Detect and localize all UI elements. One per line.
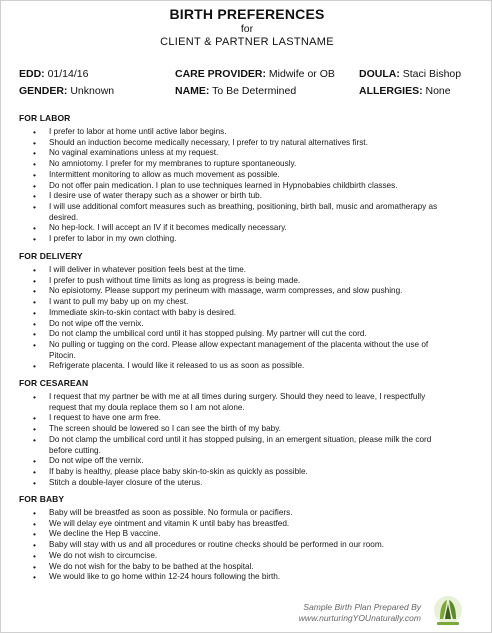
list-item: • No amniotomy. I prefer for my membranes to rupture spontaneously. bbox=[33, 159, 451, 170]
list-item: • No hep-lock. I will accept an IV if it becomes medically necessary. bbox=[33, 223, 451, 234]
leaf-logo-icon bbox=[431, 595, 465, 629]
section-heading-baby: FOR BABY bbox=[19, 494, 65, 504]
list-item: • Baby will stay with us and all procedures or routine checks should be performed in our room. bbox=[33, 540, 451, 551]
care-provider-field bbox=[175, 68, 335, 80]
list-item: • I will use additional comfort measures such as breathing, positioning, birth ball, music and aromatherapy as desired. bbox=[33, 202, 451, 223]
for-label: for bbox=[240, 23, 254, 35]
footer-website[interactable]: www.nurturingYOUnaturally.com bbox=[298, 613, 421, 623]
footer-credit bbox=[299, 602, 421, 624]
gender-field bbox=[19, 85, 114, 97]
list-item: • Intermittent monitoring to allow as much movement as possible. bbox=[33, 170, 451, 181]
list-item: • We do not wish to circumcise. bbox=[33, 551, 451, 562]
document-title: BIRTH PREFERENCES bbox=[169, 6, 325, 22]
list-item: • The screen should be lowered so I can see the birth of my baby. bbox=[33, 424, 451, 435]
gender-value: Unknown bbox=[67, 85, 115, 97]
edd-field bbox=[19, 68, 88, 80]
list-item: • We would like to go home within 12-24 hours following the birth. bbox=[33, 572, 451, 583]
list-item: • Do not clamp the umbilical cord until it has stopped pulsing, in an emergent situation, please milk the cord before cutting. bbox=[33, 435, 451, 456]
list-item: • I desire use of water therapy such as a shower or birth tub. bbox=[33, 191, 451, 202]
edd-label: EDD: bbox=[19, 68, 45, 80]
baby-list bbox=[33, 508, 451, 583]
gender-label: GENDER: bbox=[19, 85, 68, 97]
labor-list bbox=[33, 127, 451, 245]
list-item: • We do not wish for the baby to be bathed at the hospital. bbox=[33, 562, 451, 573]
allergies-value: None bbox=[422, 85, 451, 97]
list-item: • If baby is healthy, please place baby skin-to-skin as quickly as possible. bbox=[33, 467, 451, 478]
list-item: • Immediate skin-to-skin contact with baby is desired. bbox=[33, 308, 451, 319]
list-item: • No episiotomy. Please support my perineum with massage, warm compresses, and slow pushing. bbox=[33, 286, 451, 297]
list-item: • Do not wipe off the vernix. bbox=[33, 456, 451, 467]
list-item: • I request that my partner be with me at all times during surgery. Should they need to leave, I respectfully request that my doula replace them so I am not alone. bbox=[33, 392, 451, 413]
list-item: • I prefer to labor in my own clothing. bbox=[33, 234, 451, 245]
baby-name-value: To Be Determined bbox=[209, 85, 297, 97]
list-item: • We will delay eye ointment and vitamin K until baby has breastfed. bbox=[33, 519, 451, 530]
list-item: • No vaginal examinations unless at my request. bbox=[33, 148, 451, 159]
cesarean-list bbox=[33, 392, 451, 488]
doula-value: Staci Bishop bbox=[399, 68, 462, 80]
care-provider-value: Midwife or OB bbox=[266, 68, 335, 80]
baby-name-label: NAME: bbox=[175, 85, 210, 97]
list-item: • I prefer to labor at home until active labor begins. bbox=[33, 127, 451, 138]
baby-name-field bbox=[175, 85, 296, 97]
edd-value: 01/14/16 bbox=[44, 68, 89, 80]
section-heading-labor: FOR LABOR bbox=[19, 113, 71, 123]
list-item: • No pulling or tugging on the cord. Please allow expectant management of the placenta without the use of Pitocin. bbox=[33, 340, 451, 361]
list-item: • Do not wipe off the vernix. bbox=[33, 319, 451, 330]
doula-field bbox=[359, 68, 461, 80]
footer-prepared-by: Sample Birth Plan Prepared By bbox=[303, 602, 421, 612]
list-item: • Do not offer pain medication. I plan to use techniques learned in Hypnobabies childbirth classes. bbox=[33, 181, 451, 192]
allergies-label: ALLERGIES: bbox=[359, 85, 423, 97]
delivery-list bbox=[33, 265, 451, 372]
list-item: • Refrigerate placenta. I would like it released to us as soon as possible. bbox=[33, 361, 451, 372]
list-item: • I will deliver in whatever position feels best at the time. bbox=[33, 265, 451, 276]
list-item: • Stitch a double-layer closure of the uterus. bbox=[33, 478, 451, 489]
client-name: CLIENT & PARTNER LASTNAME bbox=[160, 36, 334, 48]
list-item: • Should an induction become medically necessary, I prefer to try natural alternatives first. bbox=[33, 138, 451, 149]
allergies-field bbox=[359, 85, 451, 97]
section-heading-delivery: FOR DELIVERY bbox=[19, 251, 83, 261]
list-item: • I request to have one arm free. bbox=[33, 413, 451, 424]
list-item: • Baby will be breastfed as soon as possible. No formula or pacifiers. bbox=[33, 508, 451, 519]
list-item: • I want to pull my baby up on my chest. bbox=[33, 297, 451, 308]
list-item: • Do not clamp the umbilical cord until it has stopped pulsing. My partner will cut the cord. bbox=[33, 329, 451, 340]
doula-label: DOULA: bbox=[359, 68, 400, 80]
list-item: • I prefer to push without time limits as long as progress is being made. bbox=[33, 276, 451, 287]
list-item: • We decline the Hep B vaccine. bbox=[33, 529, 451, 540]
care-provider-label: CARE PROVIDER: bbox=[175, 68, 267, 80]
section-heading-cesarean: FOR CESAREAN bbox=[19, 378, 89, 388]
